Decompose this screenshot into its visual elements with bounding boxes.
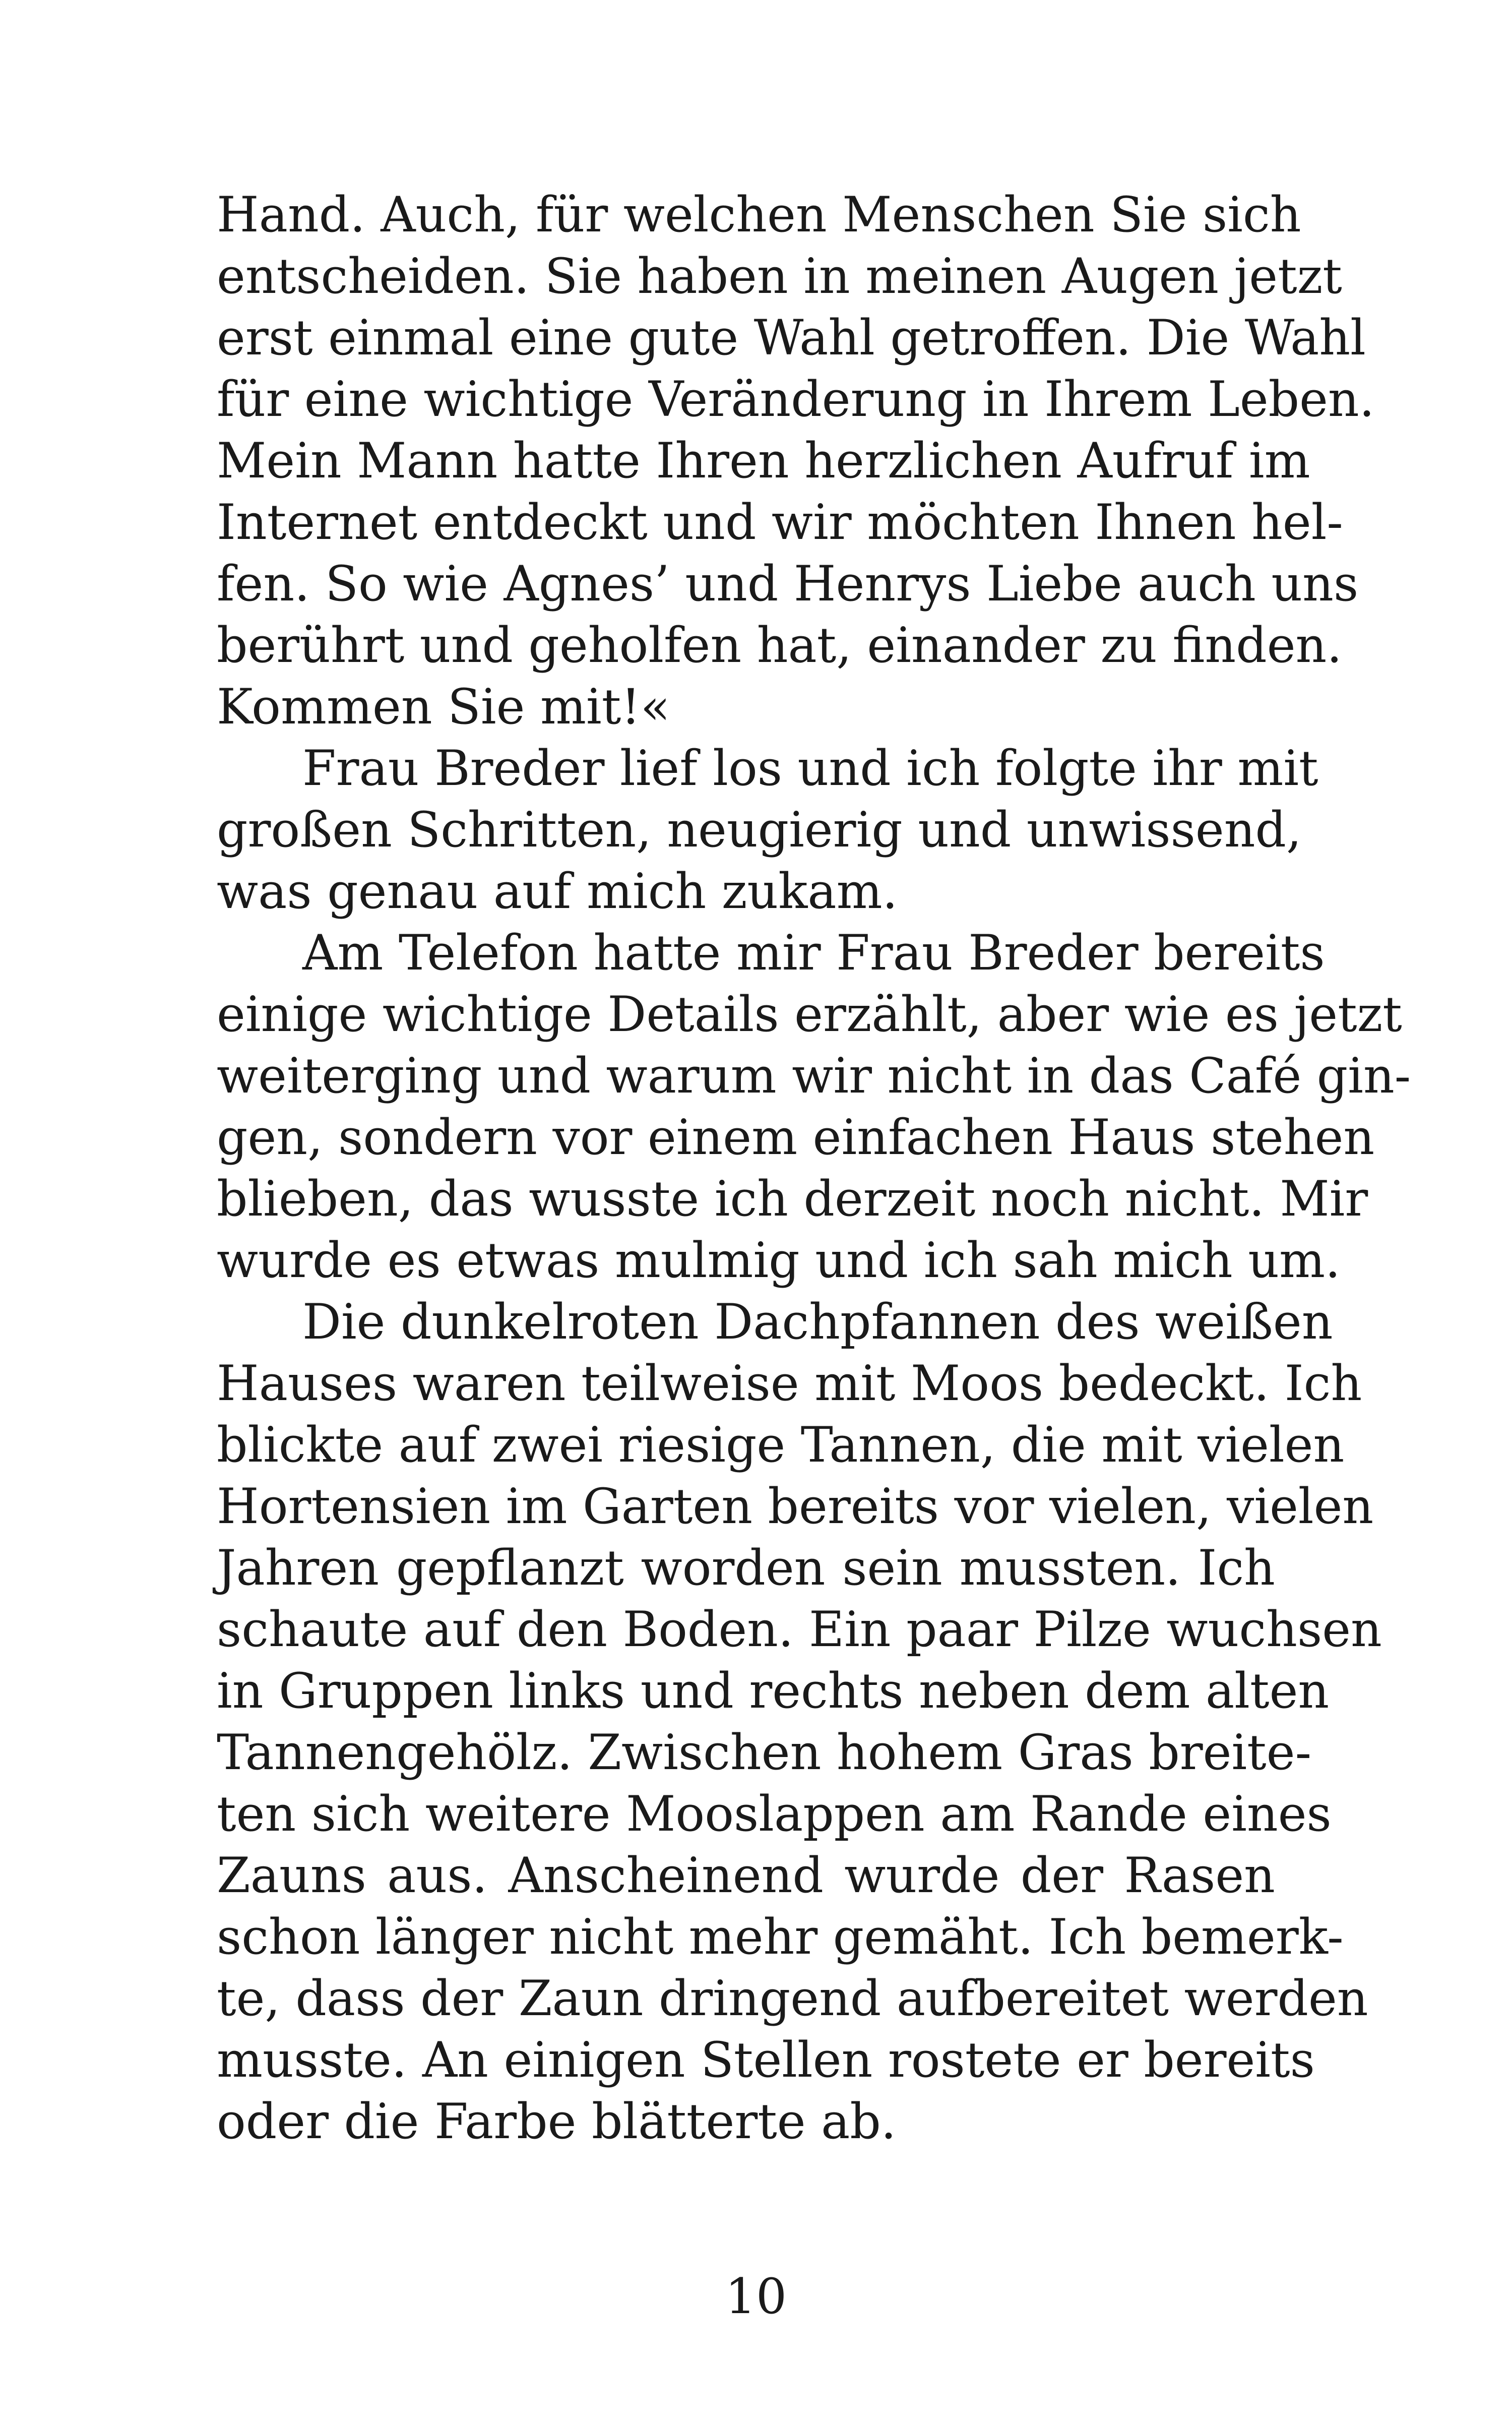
text-line: was genau auf mich zukam. [217,863,898,920]
text-line: fen. So wie Agnes’ und Henrys Liebe auch uns [217,556,1359,612]
text-line: blickte auf zwei riesige Tannen, die mit vielen [217,1417,1345,1473]
text-line: Hauses waren teilweise mit Moos bedeckt. Ich [217,1355,1362,1412]
text-line: gen, sondern vor einem einfachen Haus stehen [217,1109,1375,1166]
text-line: Die dunkelroten Dachpfannen des weißen [302,1294,1333,1350]
text-line: Zauns aus. Anscheinend wurde der Rasen [217,1847,1275,1904]
text-line: entscheiden. Sie haben in meinen Augen jetzt [217,248,1342,305]
text-line: Frau Breder lief los und ich folgte ihr mit [302,740,1318,797]
text-line: te, dass der Zaun dringend aufbereitet werden [217,1970,1368,2027]
text-line: ten sich weitere Mooslappen am Rande eines [217,1786,1332,1842]
page-number: 10 [725,2268,787,2325]
text-line: musste. An einigen Stellen rostete er bereits [217,2032,1315,2088]
text-line: Mein Mann hatte Ihren herzlichen Aufruf im [217,433,1310,489]
text-line: blieben, das wusste ich derzeit noch nicht. Mir [217,1171,1368,1227]
text-line: berührt und geholfen hat, einander zu finden. [217,617,1342,674]
text-line: erst einmal eine gute Wahl getroffen. Die Wahl [217,310,1366,366]
text-line: Hortensien im Garten bereits vor vielen, vielen [217,1478,1374,1535]
text-line: in Gruppen links und rechts neben dem alten [217,1663,1330,1719]
text-line: schon länger nicht mehr gemäht. Ich bemerk- [217,1909,1344,1965]
text-line: Hand. Auch, für welchen Menschen Sie sich [217,187,1301,243]
body-text [217,184,1411,2152]
text-line: Am Telefon hatte mir Frau Breder bereits [302,925,1325,981]
text-line: oder die Farbe blätterte ab. [217,2093,897,2150]
text-line: großen Schritten, neugierig und unwissend, [217,802,1302,858]
text-line: Tannengehölz. Zwischen hohem Gras breite- [217,1724,1311,1781]
text-line: für eine wichtige Veränderung in Ihrem Leben. [217,371,1375,428]
text-line: weiterging und warum wir nicht in das Café gin- [217,1048,1411,1104]
text-line: wurde es etwas mulmig und ich sah mich um. [217,1232,1341,1289]
text-line: Internet entdeckt und wir möchten Ihnen hel- [217,494,1343,551]
text-line: einige wichtige Details erzählt, aber wie es jetzt [217,986,1402,1043]
text-line: Kommen Sie mit!« [217,679,670,735]
text-line: schaute auf den Boden. Ein paar Pilze wuchsen [217,1601,1382,1658]
text-line: Jahren gepflanzt worden sein mussten. Ich [217,1540,1275,1596]
